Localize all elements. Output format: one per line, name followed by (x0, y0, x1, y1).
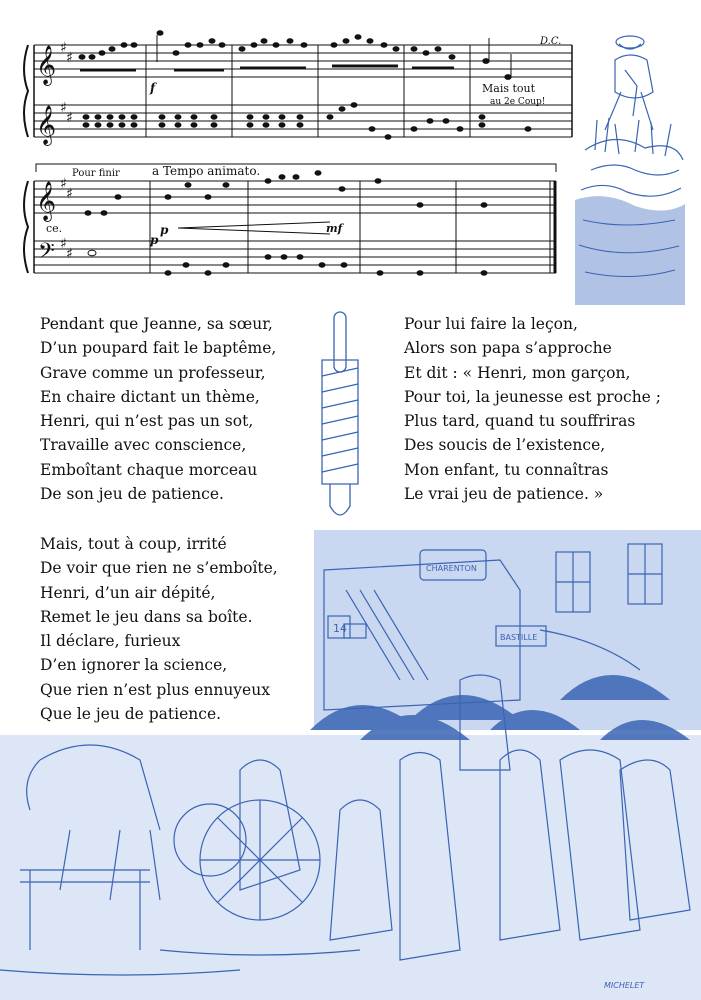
mais-tout-label: Mais tout (482, 82, 536, 95)
tempo-marking: a Tempo animato. (152, 164, 261, 178)
poem-line: Grave comme un professeur, (40, 363, 266, 382)
poem-line: De voir que rien ne s’emboîte, (40, 559, 278, 578)
svg-text:𝄞: 𝄞 (36, 105, 57, 145)
poem-stanza-left-1 (40, 312, 276, 506)
svg-text:♯: ♯ (66, 110, 73, 126)
poem-line: De son jeu de patience. (40, 485, 224, 504)
poem-line: Pour lui faire la leçon, (404, 315, 578, 333)
pour-finir-label: Pour finir (72, 168, 120, 179)
poem-line: Plus tard, quand tu souffriras (404, 412, 636, 431)
poem-line: Henri, qui n’est pas un sot, (40, 412, 254, 431)
svg-text:♯: ♯ (66, 50, 73, 66)
poem-line: Le vrai jeu de patience. » (404, 485, 604, 504)
poem-stanza-right-1 (404, 312, 661, 506)
puzzle-toy-illustration (316, 310, 364, 530)
poem-line: D’en ignorer la science, (40, 656, 228, 675)
poem-line: Pour toi, la jeunesse est proche ; (404, 387, 662, 406)
poem-line: En chaire dictant un thème, (40, 387, 260, 406)
poem-line: Travaille avec conscience, (40, 436, 247, 455)
poem-line: Emboîtant chaque morceau (40, 460, 258, 479)
poem-line: Pendant que Jeanne, sa sœur, (40, 315, 273, 333)
poem-line: Que rien n’est plus ennuyeux (40, 680, 270, 699)
poem-line: Mais, tout à coup, irrité (40, 535, 227, 553)
sign-bastille: BASTILLE (500, 633, 538, 642)
poem-line: D’un poupard fait le baptême, (40, 339, 277, 358)
dynamic-p-2: p (150, 233, 159, 247)
notes-s2-bass (88, 250, 487, 275)
svg-text:𝄞: 𝄞 (36, 181, 57, 221)
poem-line: Mon enfant, tu connaîtras (404, 460, 609, 479)
system-2-treble-staff (34, 181, 556, 213)
poem-line: Remet le jeu dans sa boîte. (40, 607, 253, 626)
svg-text:𝄢: 𝄢 (38, 239, 55, 269)
system-2-bass-staff (34, 241, 556, 273)
sign-number: 14 (333, 622, 347, 635)
sign-charenton: CHARENTON (426, 564, 477, 573)
poem-line: Alors son papa s’approche (404, 339, 612, 358)
poem-line: Et dit : « Henri, mon garçon, (404, 363, 631, 382)
svg-text:♯: ♯ (66, 246, 73, 262)
system-1-bass-staff (34, 105, 572, 137)
svg-text:♯: ♯ (60, 40, 67, 56)
poem-line: Que le jeu de patience. (40, 705, 222, 724)
notes-s2-treble (85, 171, 487, 215)
dynamic-p-1: p (160, 223, 169, 237)
svg-text:𝄞: 𝄞 (36, 45, 57, 85)
poem-line: Henri, d’un air dépité, (40, 583, 216, 602)
poem-line: Il déclare, furieux (40, 632, 181, 651)
artist-signature: MICHELET (604, 981, 645, 990)
svg-text:♯: ♯ (60, 176, 67, 192)
dc-mark: D.C. (540, 36, 562, 47)
dynamic-f: f (150, 81, 156, 95)
au-2e-coup-label: au 2e Coup! (490, 97, 546, 107)
lyric-ce: ce. (46, 222, 63, 235)
svg-text:♯: ♯ (66, 186, 73, 202)
dynamic-mf: mf (326, 222, 343, 235)
street-scene-illustration (0, 530, 701, 1000)
boy-by-pond-illustration (575, 20, 685, 305)
notes-s1-treble (79, 31, 511, 80)
svg-text:♯: ♯ (60, 100, 67, 116)
svg-text:♯: ♯ (60, 236, 67, 252)
poem-line: Des soucis de l’existence, (404, 436, 606, 455)
